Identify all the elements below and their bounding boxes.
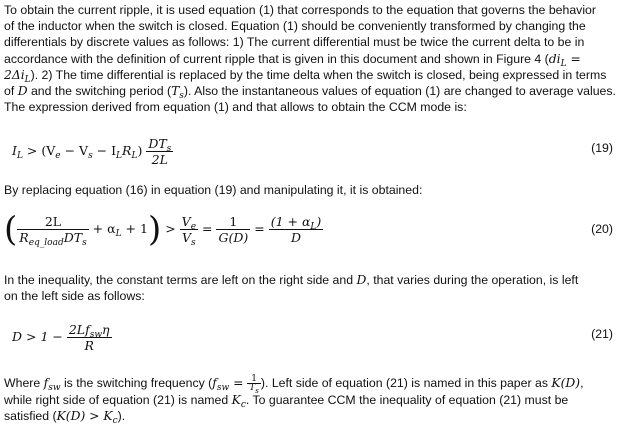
paragraph-replacing <box>4 182 616 198</box>
equation-19-body: $I_L > (V_e - V_s - I_LR_L)$ $\frac{DT_s}{2L}$ <box>12 136 172 167</box>
text-line: of the inductor when the switch is closed. Equation (1) should be conveniently transformed by changing the <box>4 19 586 34</box>
fraction: $\frac{1}{T_s}$ <box>249 374 259 395</box>
text-line: accordance with the definition of current ripple that is given in this document and shown in Figure 4 ($di_L$ = <box>4 51 581 69</box>
text-line: satisfied $(K(D) > K_c)$. <box>4 409 126 427</box>
text-line: Where $f_{sw}$ is the switching frequency ($f_{sw}$ = $\frac{1}{T_s}$ ). Left side of equation (21) is named in this paper as K(D), <box>4 374 584 395</box>
paragraph-intro <box>4 2 616 115</box>
paragraph-where <box>4 374 616 427</box>
inline-math-delta: $2\Delta i_L$ <box>4 67 31 85</box>
fraction: $\frac{(1 + \alpha_L)}{D}$ <box>270 214 322 245</box>
equation-number: (21) <box>591 327 613 341</box>
text-line: By replacing equation (16) in equation (19) and manipulating it, it is obtained: <box>4 183 423 197</box>
text-line: In the inequality, the constant terms are left on the right side and D, that varies during the operation, is left <box>4 273 579 287</box>
fraction: $\frac{V_e}{V_s}$ <box>181 214 197 248</box>
fraction: $\frac{DT_s}{2L}$ <box>148 136 172 167</box>
fraction: $\frac{2L}{R_{eq\_load}DT_s}$ <box>19 214 87 248</box>
text-line: To obtain the current ripple, it is used equation (1) that corresponds to the equation that governs the behavior <box>4 3 596 17</box>
equation-number: (19) <box>591 141 613 155</box>
text-line: $2\Delta i_L$). 2) The time differential is replaced by the time delta when the switch is closed, being expressed in terms <box>4 67 607 85</box>
text-line: while right side of equation (21) is named $K_c$. To guarantee CCM the inequality of equation (21) must be <box>4 393 569 410</box>
inline-math-di: $di_L$ = <box>548 51 581 69</box>
fraction: $\frac{2Lf_{sw}\eta}{R}$ <box>68 322 110 353</box>
text-line: differentials by discrete values as follows: 1) The current differential must be twice the current delta to be in <box>4 35 585 50</box>
text-line: The expression derived from equation (1) and that allows to obtain the CCM mode is: <box>4 100 467 115</box>
fraction: $\frac{1}{G(D)}$ <box>218 214 249 245</box>
equation-20-body: ( $\frac{2L}{R_{eq\_load}DT_s}$ + $\alpha_L + 1$) > $\frac{V_e}{V_s}$ = $\frac{1}{G(D)}$ = $\frac{(1 + \alpha_L)}{D}$ <box>4 209 322 250</box>
equation-21-body: D > 1 − $\frac{2Lf_{sw}\eta}{R}$ <box>12 322 110 353</box>
paragraph-inequality <box>4 272 616 304</box>
equation-number: (20) <box>591 222 613 236</box>
text-line: on the left side as follows: <box>4 289 145 304</box>
text-line: of D and the switching period $(T_s)$. Also the instantaneous values of equation (1) are changed to average values. <box>4 84 616 102</box>
